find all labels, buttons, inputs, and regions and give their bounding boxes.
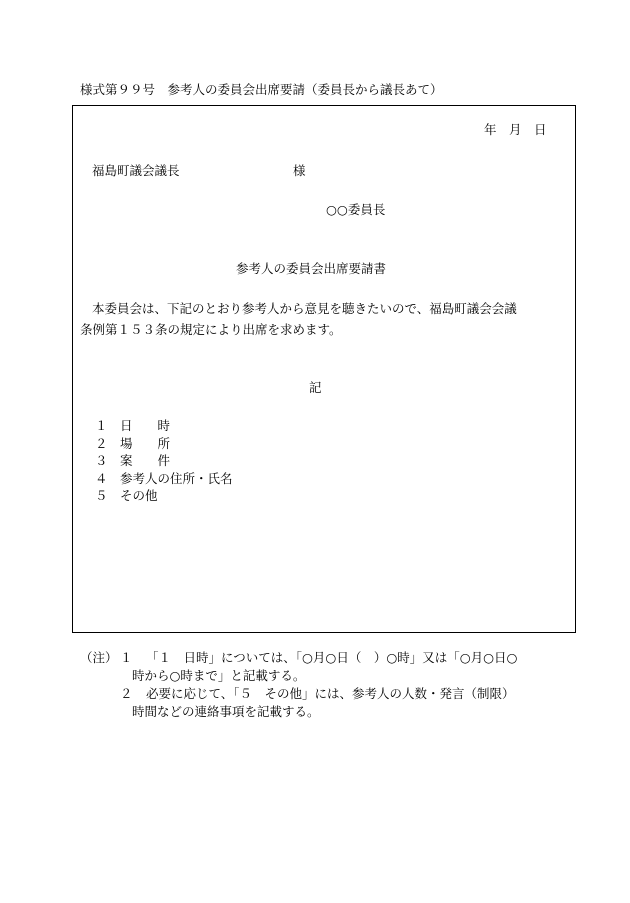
note-2-line-1: 必要に応じて、「５ その他」には、参考人の人数・発言（制限） (146, 686, 515, 701)
note-1-line-2: 時から○時まで」と記載する。 (132, 668, 306, 683)
list-item-label: 参考人の住所・氏名 (120, 471, 233, 486)
date-line: 年 月 日 (484, 122, 547, 137)
body-text-line-1: 本委員会は、下記のとおり参考人から意見を聴きたいので、福島町議会会議 (92, 301, 517, 316)
list-item-label: 場 所 (120, 436, 171, 451)
note-1-line-1: 「１ 日時」については、「○月○日（ ）○時」又は「○月○日○ (146, 650, 518, 665)
note-1-number: １ (120, 650, 133, 665)
list-item-number: ５ (95, 488, 108, 503)
body-text-line-2: 条例第１５３条の規定により出席を求めます。 (80, 322, 342, 337)
list-item-number: ２ (95, 436, 108, 451)
list-item-number: ３ (95, 453, 108, 468)
list-item-label: その他 (120, 488, 158, 503)
list-item-label: 案 件 (120, 453, 171, 468)
list-item-number: １ (95, 418, 108, 433)
ki-heading: 記 (309, 380, 322, 395)
note-2-line-2: 時間などの連絡事項を記載する。 (132, 704, 320, 719)
note-2-number: ２ (120, 686, 133, 701)
list-item-label: 日 時 (120, 418, 171, 433)
honorific: 様 (293, 163, 306, 178)
sender: ○○委員長 (326, 202, 386, 217)
notes-prefix: （注） (80, 650, 118, 665)
form-header: 様式第９９号 参考人の委員会出席要請（委員長から議長あて） (80, 82, 443, 97)
addressee: 福島町議会議長 (92, 163, 180, 178)
list-item-number: ４ (95, 471, 108, 486)
request-form-frame (72, 105, 576, 633)
document-title: 参考人の委員会出席要請書 (236, 261, 387, 276)
